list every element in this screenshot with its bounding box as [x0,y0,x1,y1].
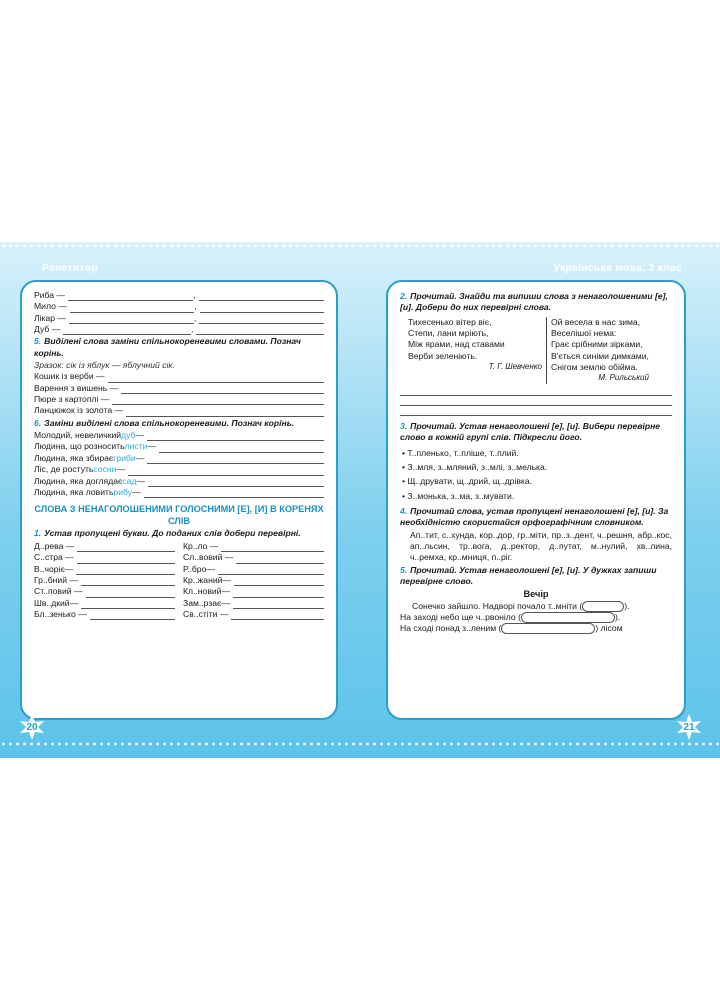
exercise-text: Людина, яка збирає [34,452,114,463]
bullet-item: • Щ..друвати, щ..дрий, щ..дрівка. [402,476,533,487]
fill-word-row [34,313,324,324]
task-text: Прочитай. Устав ненаголошені [е], [и]. У дужках запиши перевірне слово. [400,564,657,587]
text-line: Сонечко зайшло. Надворі почало т..мніти ( [412,600,583,611]
exercise-row [34,464,324,475]
text-line: На сході понад з..леним ( [400,623,502,634]
header-right: Українська мова. 3 клас [553,262,682,274]
exercise-row [183,609,324,620]
word: Риба — [34,290,66,300]
exercise-row [183,586,324,597]
exercise-text: Гр..бний — [34,574,78,585]
comma: , [193,312,197,323]
dash: — [135,452,145,463]
text-line: На заході небо ще ч..рвоніло ( [400,611,521,622]
answer-field[interactable] [582,601,624,612]
task-text: Прочитай. Устав ненаголошені [е], [и]. Вибери перевірне слово в кожній групі слів. Підкресли його. [400,420,661,443]
highlighted-word: сосни [93,464,117,475]
exercise-row [34,476,324,487]
dash: — [136,475,146,486]
answer-line[interactable] [77,542,175,552]
exercise-text: Зам..рзає— [183,597,231,608]
exercise-row [34,383,324,394]
task-6 [34,417,324,430]
answer-line[interactable] [199,291,324,301]
fill-words-list [34,290,324,335]
answer-line[interactable] [63,324,194,335]
exercise-text: Ліс, де ростуть [34,464,94,475]
page-number-right: 21 [676,714,702,740]
answer-line[interactable] [108,373,324,383]
answer-line[interactable] [218,565,324,575]
section-title: СЛОВА З НЕНАГОЛОШЕНИМИ ГОЛОСНИМИ [Е], [И] В КОРЕНЯХ СЛІВ [34,504,324,527]
poem-line: В'ється синіми димками, [551,350,649,361]
task-5-text: Сонечко зайшло. Надворі почало т..мніти ( ). На заході небо ще ч..рвоніло ( ). На сході понад з..леним ( ) лісом [400,600,630,634]
exercise-text: Шв..дкий— [34,597,79,608]
task-5 [400,564,672,589]
poems [408,317,672,384]
exercise-text: Ст..повий — [34,586,83,597]
highlighted-word: дуб [121,430,136,441]
answer-line[interactable] [159,443,324,453]
exercise-text: Бл..зенько — [34,608,87,619]
exercise-row [34,371,324,382]
highlighted-word: сад [122,475,137,486]
dash: — [116,464,126,475]
task-1 [34,527,324,540]
exercise-text: Р..бро— [183,563,215,574]
exercise-text: Св..стіти — [183,608,229,619]
poem-line: Верби зеленіють. [408,350,478,361]
task-1-column-1 [34,541,175,620]
word: Мило — [34,301,67,312]
task-number: 2. [400,291,408,301]
exercise-text: Варення з вишень — [34,382,119,393]
poem-line: Веселішої нема: [551,328,617,339]
exercise-text: Людина, яка доглядає [34,475,123,486]
exercise-text: Кр..жаний— [183,574,232,585]
task-number: 3. [400,420,408,431]
exercise-row [34,598,175,609]
left-page [20,280,338,720]
exercise-row [183,575,324,586]
page-number-left: 20 [19,714,45,740]
highlighted-word: рибу [113,486,133,497]
answer-line[interactable] [112,395,324,405]
answer-line[interactable] [77,554,175,564]
answer-line[interactable] [148,477,324,487]
exercise-text: Ланцюжок із золота — [34,405,124,416]
exercise-text: В..чоріє— [34,563,74,574]
exercise-text: Кр..ло — [183,540,219,551]
fill-word-row [34,301,324,312]
header-left: Репетитор [42,262,98,274]
answer-line[interactable] [68,290,196,301]
poem-line: Снігом землю обійма. [551,362,638,373]
highlighted-word: гриби [113,452,136,463]
answer-line[interactable] [81,599,175,609]
exercise-text: Людина, яка ловить [34,486,114,497]
bullet-item: • З..монька, з..ма, з..мувати. [402,490,515,501]
task-text: Заміни виділені слова спільнокореневими. Познач корінь. [44,417,295,428]
comma: , [194,301,197,312]
poem-line: Між ярами, над ставами [408,339,505,350]
exercise-text: С..стра — [34,552,74,563]
poem-line: Степи, лани мріють, [408,328,489,339]
answer-line[interactable] [196,325,324,335]
exercise-row [34,575,175,586]
answer-line[interactable] [69,312,197,324]
task-3 [400,420,672,445]
task-number: 1. [34,528,42,539]
task-6-items [34,430,324,498]
task-4 [400,505,672,530]
exercise-row [183,564,324,575]
book-spread [0,242,720,758]
exercise-row [34,405,324,416]
answer-line[interactable] [200,303,324,313]
highlighted-word: листи [124,441,148,452]
answer-line[interactable] [221,542,324,552]
answer-line[interactable] [233,588,324,598]
exercise-row [34,430,324,441]
exercise-text: Молодий, невеличкий [34,430,122,441]
answer-line[interactable] [126,407,324,417]
exercise-row [34,453,324,464]
task-1-column-2 [183,541,324,620]
comma: , [193,290,196,300]
task-5-items [34,371,324,416]
word: Дуб — [34,324,61,335]
exercise-text: Пюре з картоплі — [34,394,110,405]
fill-word-row [34,290,324,301]
author-shevchenko: Т. Г. Шевченко [488,362,542,372]
right-page [386,280,686,720]
bullet-item: • Т..пленько, т..пліше, т..плий. [402,447,519,458]
bullet-item: • З..мля, з..мляний, з..млі, з..мелька. [402,461,548,472]
bottom-dotted-border [0,742,720,746]
answer-line[interactable] [81,576,175,586]
dash: — [135,430,145,441]
answer-line[interactable] [70,301,197,313]
exercise-row [34,586,175,597]
author-rylsky: М. Рильський [598,373,649,383]
task-text: Прочитай слова, устав пропущені ненаголошені [е], [и]. За необхідністю скористайся орфографічним словником. [400,506,669,528]
task-number: 5. [400,564,408,575]
exercise-text: Кл..новий— [183,586,231,597]
answer-line[interactable] [233,599,324,609]
answer-line[interactable] [128,466,324,476]
exercise-text: Кошик із верби — [34,371,105,382]
answer-field[interactable] [501,623,595,634]
poem-line: Грає срібними зірками, [551,339,643,350]
poem-line: Ой весела в нас зима, [551,316,641,327]
task-2 [400,290,672,315]
exercise-row [34,487,324,498]
task-4-words: Ап..тит, с..хунда, кор..дор, гр..міти, пр..з..дент, ч..решня, абр..кос, ап..льсин, тр..вога, д..ректор, д..путат, м..нулий, хв..лина, ч..ремха, кр..мниця, п..ріг. [410,529,672,563]
exercise-row [34,394,324,405]
task-5 [34,335,324,360]
task-3-items [400,448,672,502]
exercise-row [34,552,175,563]
answer-line[interactable] [199,314,324,324]
answer-line[interactable] [147,431,324,441]
comma: , [190,324,194,335]
exercise-text: Д..рева — [34,540,75,551]
poem-line: Тихесенько вітер віє, [408,316,492,327]
task-number: 6. [34,417,42,428]
example: Зразок: сік із яблук — яблучний сік. [34,360,175,371]
text-title: Вечір [523,589,549,600]
fill-word-row [34,324,324,335]
exercise-row [183,552,324,563]
answer-line[interactable] [76,565,175,575]
task-text: Устав пропущені букви. До поданих слів добери перевірні. [44,528,301,539]
word: Лікар — [34,312,67,323]
answer-line[interactable] [121,384,324,394]
poem-shevchenko [408,317,547,384]
exercise-row [34,441,324,452]
answer-line[interactable] [236,554,324,564]
answer-line[interactable] [90,610,175,620]
answer-line[interactable] [234,576,324,586]
answer-line[interactable] [231,610,324,620]
task-text: Прочитай. Знайди та випиши слова з ненаголошеними [е], [и]. Добери до них перевірні слова. [400,291,668,313]
task-number: 5. [34,336,42,347]
task-1-columns [34,541,324,620]
top-dotted-border [0,244,720,248]
exercise-text: Сл..вовий — [183,552,234,563]
exercise-row [183,598,324,609]
answer-field[interactable] [521,612,615,623]
task-text: Виділені слова заміни спільнокореневими словами. Познач корінь. [34,336,301,358]
exercise-row [34,541,175,552]
answer-line[interactable] [86,588,175,598]
dash: — [147,441,157,452]
task-number: 4. [400,506,408,517]
answer-line[interactable] [147,454,324,464]
exercise-row [34,609,175,620]
answer-lines [400,386,672,416]
exercise-row [34,564,175,575]
poem-rylsky [547,317,649,384]
dash: — [132,486,141,497]
answer-line[interactable] [144,488,324,498]
exercise-text: Людина, що розносить [34,441,125,452]
exercise-row [183,541,324,552]
